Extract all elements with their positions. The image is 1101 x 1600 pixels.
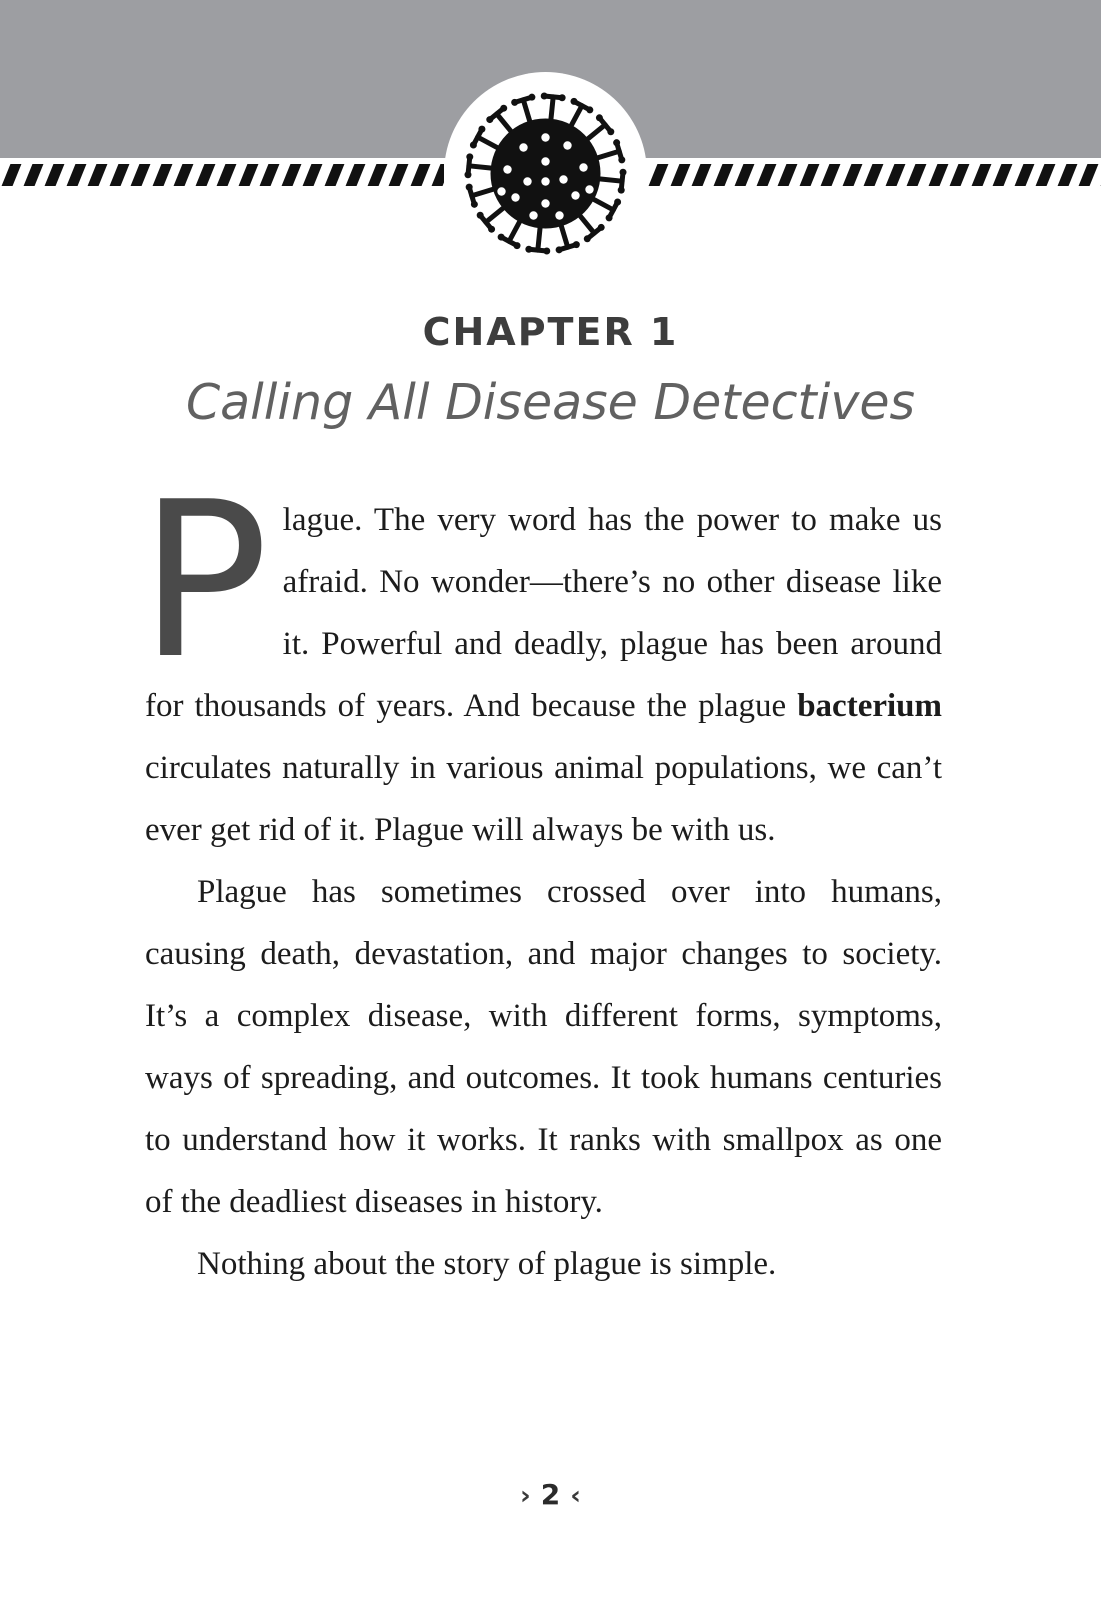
page-number: 2 [540,1478,561,1511]
stripe-dash [281,164,301,186]
stripe-dash [1079,164,1099,186]
paragraph-1-text-a: lague. The very word has the power to make us afraid. No wonder—there’s no other disease like it. Powerful and deadly, plague has been around for thousands of years. And because the plague [145,502,942,724]
stripe-border-right [647,164,1101,186]
drop-cap: P [139,455,269,706]
stripe-dash [432,164,444,186]
stripe-dash [152,164,172,186]
stripe-dash [324,164,344,186]
stripe-dash [109,164,129,186]
stripe-dash [131,164,151,186]
stripe-dash [2,164,22,186]
chapter-title: Calling All Disease Detectives [185,374,916,431]
body-text [139,455,942,1295]
stripe-dash [713,164,733,186]
stripe-dash [303,164,323,186]
stripe-dash [1036,164,1056,186]
stripe-dash [195,164,215,186]
paragraph-1 [139,455,942,861]
paragraph-2: Plague has sometimes crossed over into humans, causing death, devastation, and major changes to society. It’s a complex disease, with different forms, symptoms, ways of spreading, and outcomes. It took humans centuries to understand how it works. It ranks with smallpox as one of the deadliest diseases in history. [145,874,942,1220]
stripe-dash [670,164,690,186]
stripe-dash [389,164,409,186]
stripe-dash [238,164,258,186]
stripe-dash [842,164,862,186]
stripe-dash [885,164,905,186]
stripe-dash [66,164,86,186]
paragraph-3: Nothing about the story of plague is simple. [197,1246,777,1282]
folio-right-chevron: ‹ [570,1481,581,1511]
stripe-dash [756,164,776,186]
stripe-dash [971,164,991,186]
stripe-dash [410,164,430,186]
chapter-badge [444,72,647,275]
stripe-dash [217,164,237,186]
stripe-dash [950,164,970,186]
stripe-dash [799,164,819,186]
stripe-dash [864,164,884,186]
stripe-dash [907,164,927,186]
stripe-dash [928,164,948,186]
stripe-dash [778,164,798,186]
folio-left-chevron: › [520,1481,531,1511]
virus-icon [450,78,641,269]
stripe-dash [735,164,755,186]
stripe-dash [1014,164,1034,186]
stripe-border-left [0,164,444,186]
stripe-dash [45,164,65,186]
stripe-dash [260,164,280,186]
page-folio [0,1478,1101,1511]
stripe-dash [174,164,194,186]
paragraph-1-text-b: circulates naturally in various animal populations, we can’t ever get rid of it. Plague will always be with us. [145,750,942,848]
stripe-dash [88,164,108,186]
stripe-dash [649,164,669,186]
stripe-dash [346,164,366,186]
stripe-dash [367,164,387,186]
stripe-dash [692,164,712,186]
stripe-dash [993,164,1013,186]
stripe-dash [821,164,841,186]
stripe-dash [1057,164,1077,186]
stripe-dash [23,164,43,186]
chapter-label: CHAPTER 1 [422,310,679,354]
keyword-bacterium: bacterium [797,688,942,724]
